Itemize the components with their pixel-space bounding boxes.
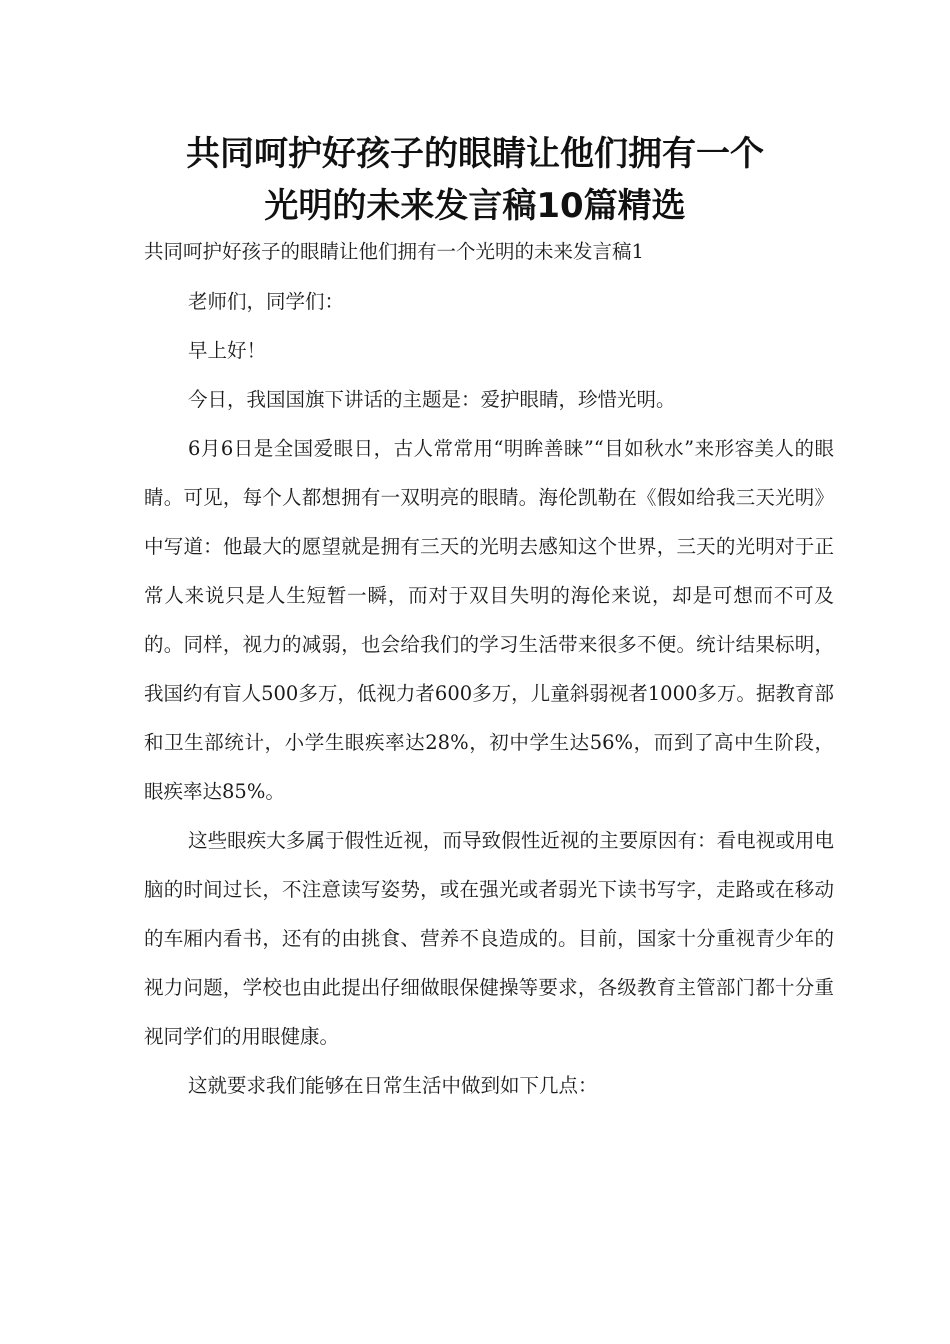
paragraph-eye-day: 6月6日是全国爱眼日，古人常常用“明眸善睐”“目如秋水”来形容美人的眼睛。可见，每个人都想拥有一双明亮的眼睛。海伦凯勒在《假如给我三天光明》中写道：他最大的愿望就是拥有三天的光明去感知这个世界，三天的光明对于正常人来说只是人生短暂一瞬，而对于双目失明的海伦来说，却是可想而不可及的。同样，视力的减弱，也会给我们的学习生活带来很多不便。统计结果标明，我国约有盲人500多万，低视力者600多万，儿童斜弱视者1000多万。据教育部和卫生部统计，小学生眼疾率达28%，初中学生达56%，而到了高中生阶段，眼疾率达85%。 <box>144 437 834 803</box>
title-line-1: 共同呵护好孩子的眼睛让他们拥有一个 <box>186 134 764 174</box>
section-heading: 共同呵护好孩子的眼睛让他们拥有一个光明的未来发言稿1 <box>144 240 644 263</box>
paragraph-requirements: 这就要求我们能够在日常生活中做到如下几点： <box>188 1074 598 1097</box>
document-body <box>144 232 834 1110</box>
paragraph-greeting-address: 老师们，同学们： <box>188 290 345 313</box>
paragraph-causes: 这些眼疾大多属于假性近视，而导致假性近视的主要原因有：看电视或用电脑的时间过长，不注意读写姿势，或在强光或者弱光下读书写字，走路或在移动的车厢内看书，还有的由挑食、营养不良造成的。目前，国家十分重视青少年的视力问题，学校也由此提出仔细做眼保健操等要求，各级教育主管部门都十分重视同学们的用眼健康。 <box>144 829 834 1048</box>
title-line-2: 光明的未来发言稿10篇精选 <box>264 186 686 226</box>
paragraph-good-morning: 早上好！ <box>188 339 267 362</box>
paragraph-topic: 今日，我国国旗下讲话的主题是：爱护眼睛，珍惜光明。 <box>188 388 676 411</box>
document-title <box>100 128 850 232</box>
